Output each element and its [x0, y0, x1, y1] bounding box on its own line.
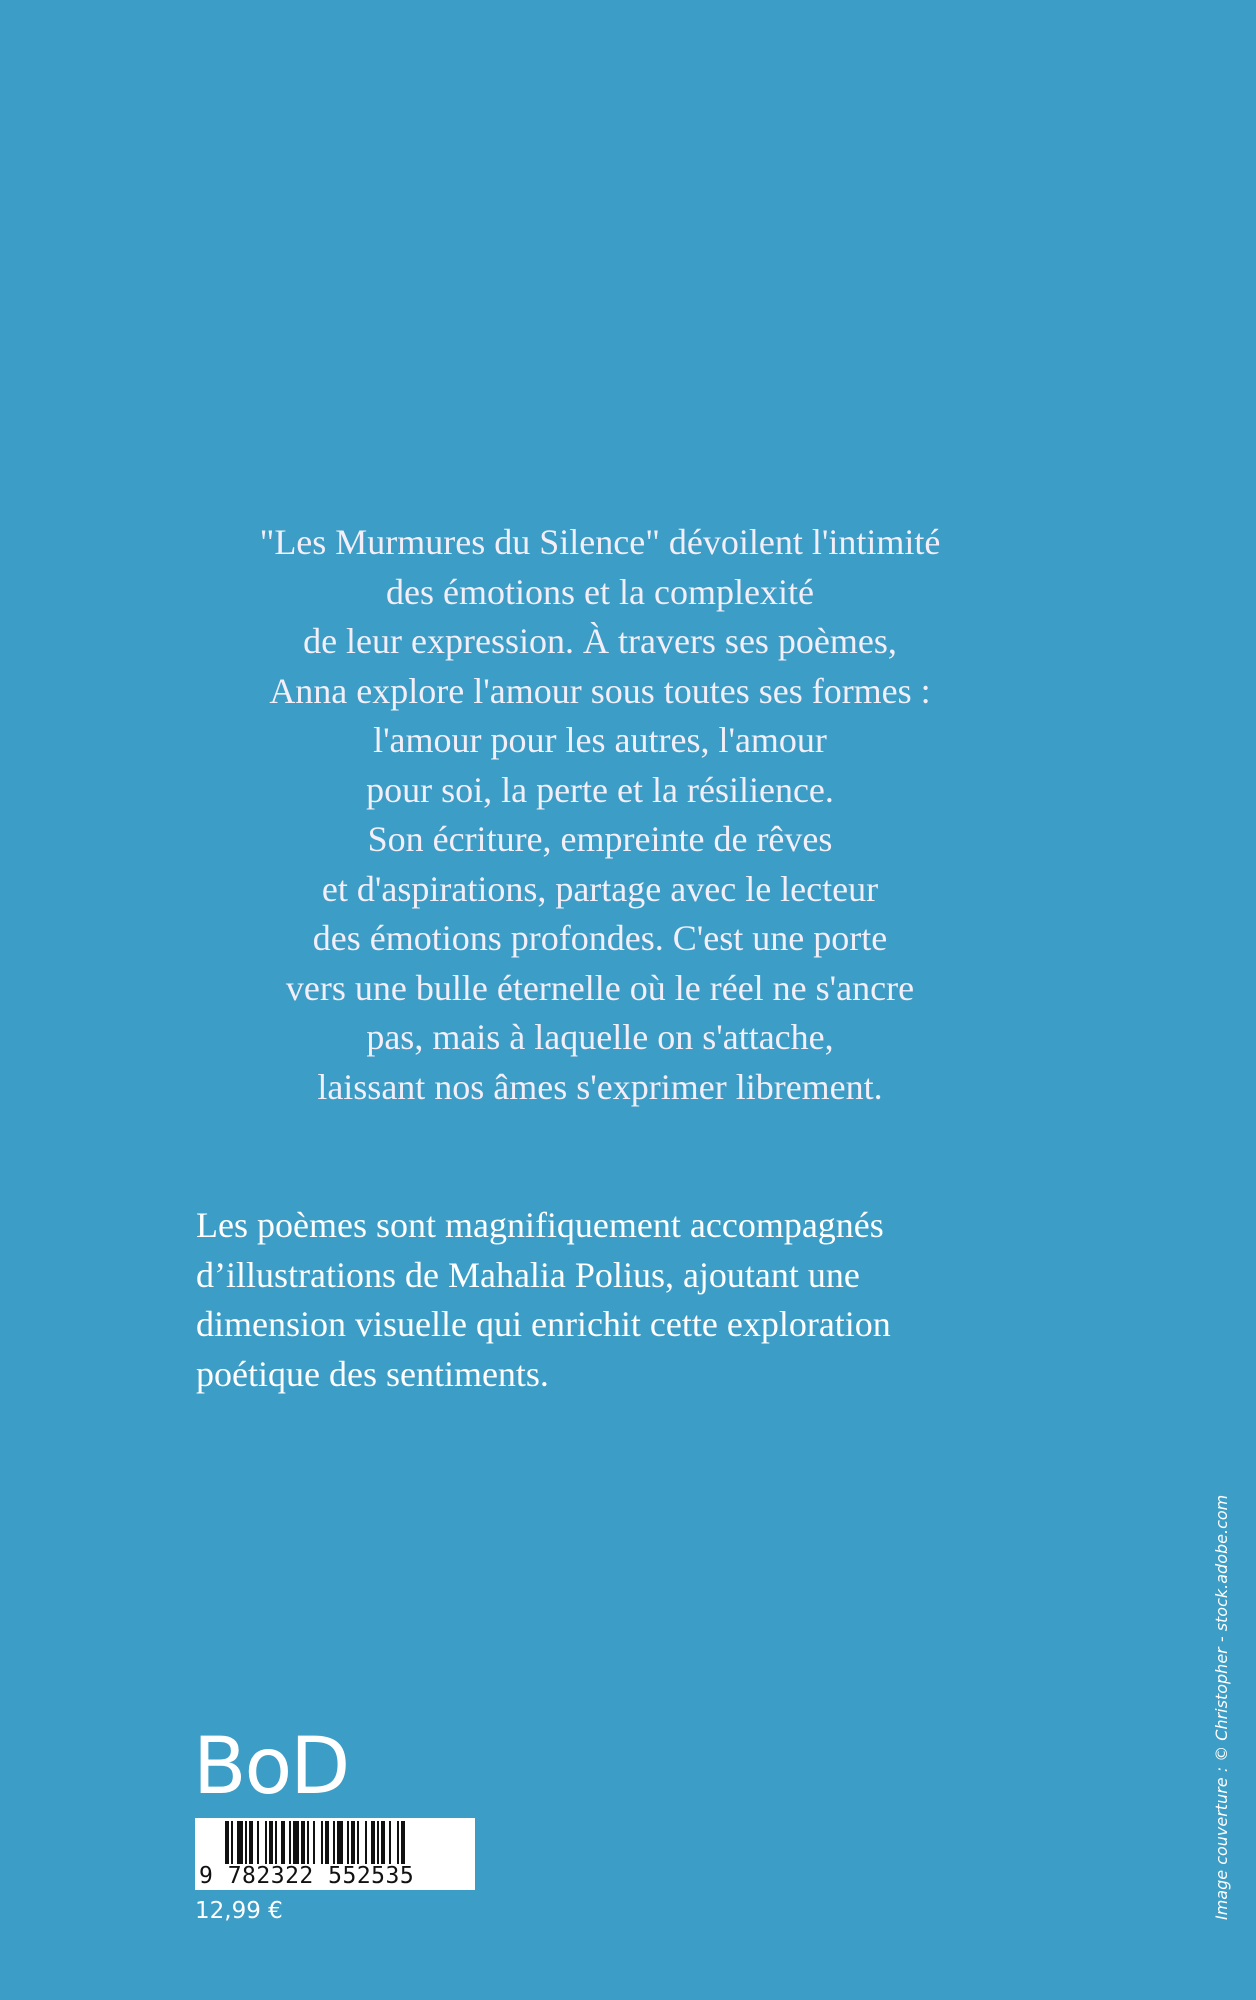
- blurb-line: Anna explore l'amour sous toutes ses formes :: [269, 670, 931, 711]
- back-cover-blurb: [160, 518, 1040, 1112]
- blurb-line: vers une bulle éternelle où le réel ne s'ancre: [285, 967, 915, 1008]
- blurb-line: laissant nos âmes s'exprimer librement.: [317, 1066, 883, 1107]
- note-line: d’illustrations de Mahalia Polius, ajoutant une: [196, 1254, 860, 1295]
- isbn-barcode: [195, 1818, 475, 1890]
- blurb-line: des émotions profondes. C'est une porte: [312, 918, 888, 958]
- note-line: dimension visuelle qui enrichit cette exploration: [196, 1304, 891, 1344]
- blurb-line: de leur expression. À travers ses poèmes,: [303, 621, 897, 661]
- image-credit: Image couverture : © Christopher - stock.adobe.com: [1212, 1494, 1231, 1920]
- publisher-logo: BoD: [193, 1722, 349, 1812]
- blurb-line: pas, mais à laquelle on s'attache,: [366, 1017, 834, 1057]
- blurb-line: et d'aspirations, partage avec le lecteur: [321, 868, 879, 909]
- blurb-line: Son écriture, empreinte de rêves: [367, 819, 833, 859]
- blurb-line: "Les Murmures du Silence" dévoilent l'intimité: [259, 522, 941, 562]
- blurb-line: l'amour pour les autres, l'amour: [373, 720, 827, 760]
- note-line: poétique des sentiments.: [196, 1353, 549, 1394]
- price-label: 12,99 €: [195, 1898, 283, 1924]
- blurb-line: pour soi, la perte et la résilience.: [366, 769, 834, 810]
- note-line: Les poèmes sont magnifiquement accompagnés: [196, 1205, 884, 1245]
- isbn-number: 9 782322 552535: [199, 1863, 415, 1889]
- blurb-line: des émotions et la complexité: [386, 571, 814, 612]
- illustration-note: [196, 1201, 1076, 1399]
